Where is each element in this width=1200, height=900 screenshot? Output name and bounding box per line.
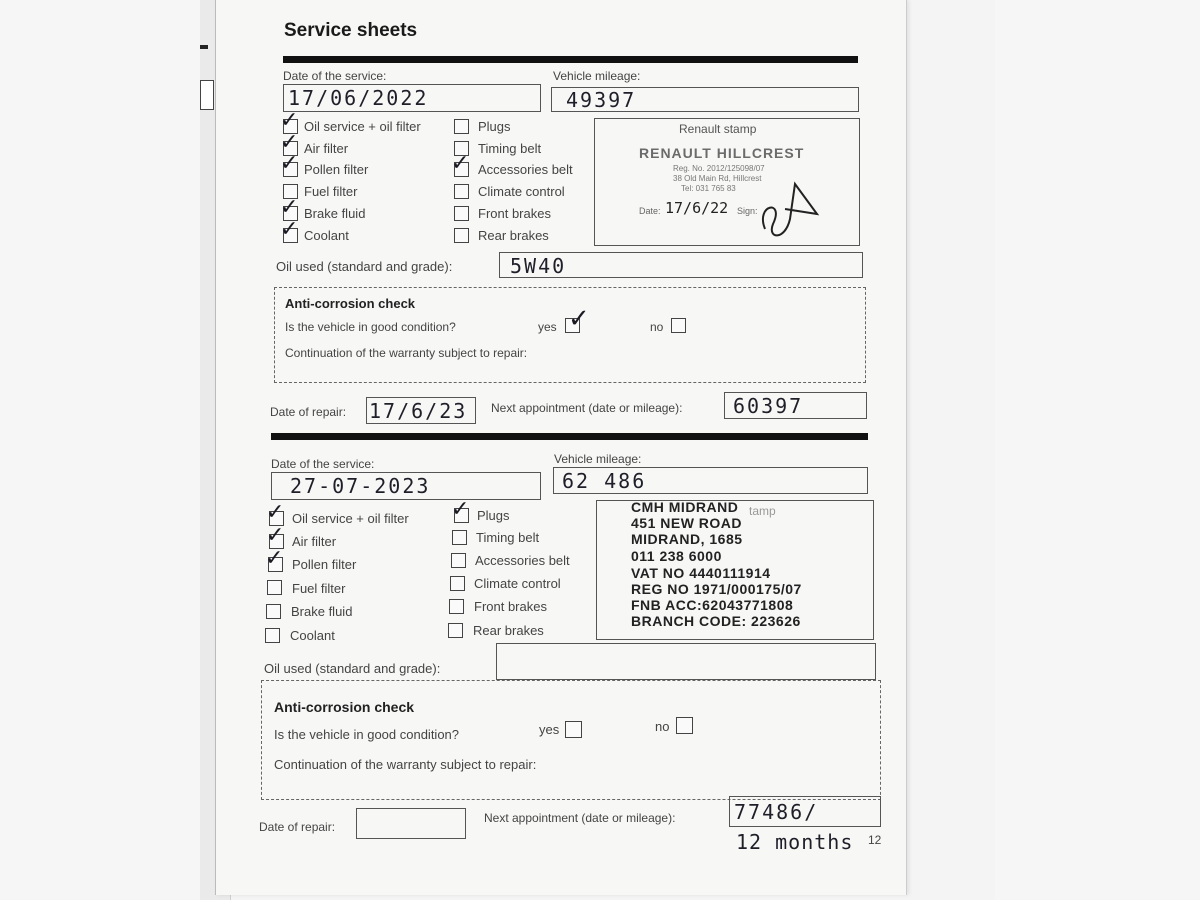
oil-used-label: Oil used (standard and grade): (276, 259, 453, 274)
stamp-line: CMH MIDRAND (631, 499, 739, 515)
checklist-label: Fuel filter (292, 581, 346, 596)
stamp-line: VAT NO 4440111914 (631, 565, 771, 581)
brake-fluid-checkbox[interactable] (266, 604, 281, 619)
stamp-line: FNB ACC:62043771808 (631, 597, 794, 613)
renault-stamp-box (594, 118, 860, 246)
stamp-sign-label: Sign: (737, 206, 758, 216)
check-mark-icon: ✓ (451, 497, 470, 522)
mileage-label: Vehicle mileage: (554, 452, 642, 466)
repair-date-field[interactable] (356, 808, 466, 839)
next-appointment-label: Next appointment (date or mileage): (484, 811, 676, 825)
dealer-stamp-box (596, 500, 874, 640)
mileage-field[interactable] (553, 467, 868, 494)
repair-date-value: 17/6/23 (369, 399, 468, 423)
next-appointment-note: 12 months (736, 830, 854, 854)
oil-used-field[interactable] (499, 252, 863, 278)
timing-belt-checkbox[interactable] (452, 530, 467, 545)
check-mark-icon: ✓ (280, 217, 299, 242)
checklist-label: Air filter (304, 141, 349, 156)
stamp-line: MIDRAND, 1685 (631, 531, 743, 547)
repair-date-label: Date of repair: (259, 820, 336, 834)
section-divider-top (283, 56, 858, 63)
front-brakes-checkbox[interactable] (449, 599, 464, 614)
rear-brakes-checkbox[interactable] (454, 228, 469, 243)
stamp-dealer-name: RENAULT HILLCREST (639, 145, 805, 161)
checklist-label: Plugs (478, 119, 511, 134)
checklist-label: Climate control (474, 576, 561, 591)
check-mark-icon: ✓ (280, 108, 299, 133)
no-checkbox[interactable] (676, 717, 693, 734)
service-date-field[interactable] (283, 84, 541, 112)
check-mark-icon: ✓ (280, 151, 299, 176)
mileage-value: 62 486 (562, 469, 647, 493)
fuel-filter-checkbox[interactable] (267, 580, 282, 595)
repair-date-field[interactable] (366, 397, 476, 424)
checklist-label: Front brakes (474, 599, 547, 614)
checklist-label: Timing belt (478, 141, 542, 156)
stamp-heading: Renault stamp (679, 122, 757, 136)
no-checkbox[interactable] (671, 318, 686, 333)
no-label: no (650, 320, 664, 334)
next-appointment-label: Next appointment (date or mileage): (491, 401, 683, 415)
checklist-label: Fuel filter (304, 184, 358, 199)
check-mark-icon: ✓ (265, 546, 284, 571)
service-date-label: Date of the service: (271, 457, 375, 471)
service-date-label: Date of the service: (283, 69, 387, 83)
checklist-label: Rear brakes (478, 228, 549, 243)
checklist-label: Oil service + oil filter (304, 119, 421, 134)
continuation-label: Continuation of the warranty subject to repair: (274, 757, 537, 772)
service-date-value: 27-07-2023 (290, 474, 431, 498)
page-edge-mark (200, 45, 208, 49)
check-mark-icon: ✓ (280, 195, 299, 220)
stamp-address: 38 Old Main Rd, Hillcrest (673, 174, 762, 183)
rear-brakes-checkbox[interactable] (448, 623, 463, 638)
service-date-value: 17/06/2022 (288, 86, 429, 110)
mileage-value: 49397 (566, 88, 637, 112)
yes-label: yes (538, 320, 557, 334)
checklist-label: Pollen filter (304, 162, 369, 177)
next-appointment-field[interactable] (724, 392, 867, 419)
mileage-field[interactable] (551, 87, 859, 112)
checklist-label: Accessories belt (475, 553, 570, 568)
condition-question: Is the vehicle in good condition? (285, 320, 456, 334)
stamp-date-value: 17/6/22 (665, 199, 729, 217)
yes-checkbox[interactable] (565, 721, 582, 738)
oil-used-label: Oil used (standard and grade): (264, 661, 441, 676)
checklist-label: Rear brakes (473, 623, 544, 638)
check-mark-icon: ✓ (568, 304, 590, 334)
check-mark-icon: ✓ (266, 500, 285, 525)
stamp-line: 011 238 6000 (631, 548, 722, 564)
check-mark-icon: ✓ (266, 523, 285, 548)
background-left (0, 0, 205, 900)
continuation-label: Continuation of the warranty subject to repair: (285, 346, 528, 360)
oil-used-field[interactable] (496, 643, 876, 680)
coolant-checkbox[interactable] (265, 628, 280, 643)
checklist-label: Front brakes (478, 206, 551, 221)
mileage-label: Vehicle mileage: (553, 69, 641, 83)
checklist-label: Brake fluid (291, 604, 353, 619)
page-number: 12 (868, 833, 882, 847)
stamp-date-label: Date: (639, 206, 661, 216)
stamp-tel: Tel: 031 765 83 (681, 184, 736, 193)
check-mark-icon: ✓ (451, 151, 470, 176)
checklist-label: Coolant (304, 228, 349, 243)
checklist-label: Air filter (292, 534, 337, 549)
next-appointment-value: 77486/ (734, 800, 819, 824)
page-title: Service sheets (284, 20, 418, 41)
checklist-label: Pollen filter (292, 557, 357, 572)
checklist-label: Oil service + oil filter (292, 511, 409, 526)
service-date-field[interactable] (271, 472, 541, 500)
checklist-label: Climate control (478, 184, 565, 199)
front-brakes-checkbox[interactable] (454, 206, 469, 221)
checklist-label: Timing belt (476, 530, 540, 545)
accessories-belt-checkbox[interactable] (451, 553, 466, 568)
stamp-line: BRANCH CODE: 223626 (631, 613, 801, 629)
plugs-checkbox[interactable] (454, 119, 469, 134)
yes-label: yes (539, 722, 560, 737)
condition-question: Is the vehicle in good condition? (274, 727, 460, 742)
section-divider-middle (271, 433, 868, 440)
service-booklet-page (215, 0, 907, 895)
checklist-label: Coolant (290, 628, 335, 643)
background-right (995, 0, 1200, 900)
check-mark-icon: ✓ (280, 130, 299, 155)
no-label: no (655, 719, 670, 734)
page-edge-tab (200, 80, 214, 110)
stamp-line: REG NO 1971/000175/07 (631, 581, 802, 597)
repair-date-label: Date of repair: (270, 405, 347, 419)
climate-control-checkbox[interactable] (450, 576, 465, 591)
climate-control-checkbox[interactable] (454, 184, 469, 199)
next-appointment-field[interactable] (729, 796, 881, 827)
stamp-line: 451 NEW ROAD (631, 515, 743, 531)
anticorrosion-section (274, 287, 866, 383)
stamp-reg: Reg. No. 2012/125098/07 (673, 164, 765, 173)
stamp-heading-partial: tamp (749, 504, 776, 518)
checklist-label: Plugs (477, 508, 510, 523)
anticorrosion-section (261, 680, 881, 800)
oil-used-value: 5W40 (510, 254, 567, 278)
checklist-label: Brake fluid (304, 206, 366, 221)
anticorrosion-title: Anti-corrosion check (285, 296, 416, 311)
checklist-label: Accessories belt (478, 162, 573, 177)
next-appointment-value: 60397 (733, 394, 804, 418)
signature-icon (745, 169, 835, 244)
anticorrosion-title: Anti-corrosion check (274, 699, 415, 715)
